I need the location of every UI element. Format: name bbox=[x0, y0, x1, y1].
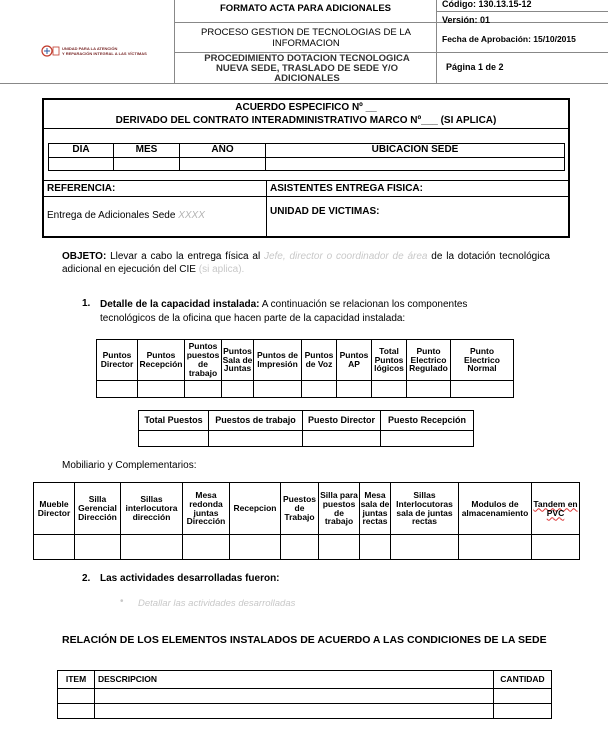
cell-input[interactable] bbox=[372, 381, 407, 398]
cell-input[interactable] bbox=[95, 689, 494, 704]
cell-input[interactable] bbox=[58, 689, 95, 704]
objective-placeholder-a[interactable]: Jefe, director o coordinador de área bbox=[263, 251, 428, 262]
header-mesa-redonda: Mesa redonda juntas Dirección bbox=[183, 483, 230, 535]
reference-top-line bbox=[44, 180, 568, 181]
cell-input[interactable] bbox=[97, 381, 138, 398]
furniture-label: Mobiliario y Complementarios: bbox=[62, 460, 197, 471]
header-modulos: Modulos de almacenamiento bbox=[459, 483, 532, 535]
header-row-line-1 bbox=[174, 22, 608, 23]
date-location-table bbox=[48, 143, 565, 171]
process-name: PROCESO GESTION DE TECNOLOGIAS DE LA INFORMACION bbox=[201, 27, 411, 49]
header-puntos-voz: Puntos de Voz bbox=[302, 340, 337, 381]
col-month: MES bbox=[114, 144, 180, 158]
header-puestos-trabajo: Puestos de trabajo bbox=[209, 411, 303, 431]
logo-icon bbox=[40, 44, 60, 58]
procedure-name: PROCEDIMIENTO DOTACION TECNOLOGICA NUEVA SEDE, TRASLADO DE SEDE Y/O ADICIONALES bbox=[204, 53, 410, 84]
agreement-title: ACUERDO ESPECIFICO Nº __ bbox=[235, 102, 377, 113]
header-silla-gerencial: Silla Gerencial Dirección bbox=[75, 483, 121, 535]
cell-input[interactable] bbox=[459, 535, 532, 560]
doc-code: Código: 130.13.15-12 bbox=[442, 0, 532, 9]
header-sillas-interlocutora: Sillas interlocutora dirección bbox=[121, 483, 183, 535]
cell-input[interactable] bbox=[230, 535, 281, 560]
header-total-puestos: Total Puestos bbox=[139, 411, 209, 431]
attendees-label: ASISTENTES ENTREGA FISICA: bbox=[270, 183, 423, 194]
positions-table bbox=[138, 410, 474, 447]
logo-text: UNIDAD PARA LA ATENCIÓN Y REPARACIÓN INTEGRAL A LAS VÍCTIMAS bbox=[62, 46, 147, 56]
page-number: Página 1 de 2 bbox=[446, 62, 504, 72]
cell-input[interactable] bbox=[121, 535, 183, 560]
cell-input[interactable] bbox=[222, 381, 254, 398]
header-puntos-director: Puntos Director bbox=[97, 340, 138, 381]
cell-input[interactable] bbox=[381, 431, 474, 447]
col-day: DIA bbox=[49, 144, 114, 158]
header-divider-right bbox=[436, 0, 437, 84]
col-location: UBICACION SEDE bbox=[266, 144, 565, 158]
header-punto-regulado: Punto Electrico Regulado bbox=[407, 340, 451, 381]
cell-input[interactable] bbox=[319, 535, 360, 560]
header-mesa-sala: Mesa sala de juntas rectas bbox=[360, 483, 391, 535]
col-description: DESCRIPCION bbox=[95, 671, 494, 689]
bullet-icon: • bbox=[120, 596, 124, 607]
header-silla-puestos: Silla para puestos de trabajo bbox=[319, 483, 360, 535]
objective-text-b: de la dotación tecnológica adicional en ejecución del CIE bbox=[62, 251, 550, 275]
header-puesto-recepcion: Puesto Recepción bbox=[381, 411, 474, 431]
header-recepcion: Recepcion bbox=[230, 483, 281, 535]
cell-input[interactable] bbox=[254, 381, 302, 398]
header-punto-normal: Punto Electrico Normal bbox=[451, 340, 514, 381]
reference-label: REFERENCIA: bbox=[47, 183, 116, 194]
furniture-table bbox=[33, 482, 580, 560]
cell-input[interactable] bbox=[451, 381, 514, 398]
month-field[interactable] bbox=[114, 158, 180, 171]
unit-label: UNIDAD DE VICTIMAS: bbox=[270, 206, 380, 217]
section1-number: 1. bbox=[82, 298, 91, 309]
day-field[interactable] bbox=[49, 158, 114, 171]
location-field[interactable] bbox=[266, 158, 565, 171]
header-total-puntos: Total Puntos lógicos bbox=[372, 340, 407, 381]
reference-mid-line bbox=[44, 196, 568, 197]
cell-input[interactable] bbox=[407, 381, 451, 398]
cell-input[interactable] bbox=[302, 381, 337, 398]
objective-text-a: Llevar a cabo la entrega física al bbox=[106, 251, 264, 262]
objective-label: OBJETO: bbox=[62, 251, 107, 262]
section2-label: Las actividades desarrolladas fueron: bbox=[100, 573, 280, 584]
agreement-divider bbox=[44, 128, 568, 129]
col-year: AÑO bbox=[180, 144, 266, 158]
cell-input[interactable] bbox=[34, 535, 75, 560]
cell-input[interactable] bbox=[303, 431, 381, 447]
year-field[interactable] bbox=[180, 158, 266, 171]
agreement-subtitle: DERIVADO DEL CONTRATO INTERADMINISTRATIVO MARCO Nº___ (SI APLICA) bbox=[115, 115, 497, 126]
cell-input[interactable] bbox=[58, 704, 95, 719]
header-puntos-recepcion: Puntos Recepción bbox=[138, 340, 185, 381]
cell-input[interactable] bbox=[185, 381, 222, 398]
approval-date: Fecha de Aprobación: 15/10/2015 bbox=[442, 34, 576, 44]
cell-input[interactable] bbox=[183, 535, 230, 560]
cell-input[interactable] bbox=[138, 381, 185, 398]
header-puntos-impresion: Puntos de Impresión bbox=[254, 340, 302, 381]
objective-placeholder-b[interactable]: (si aplica). bbox=[198, 264, 245, 275]
cell-input[interactable] bbox=[281, 535, 319, 560]
header-puntos-sala: Puntos Sala de Juntas bbox=[222, 340, 254, 381]
cell-input[interactable] bbox=[360, 535, 391, 560]
reference-value: Entrega de Adicionales Sede bbox=[47, 210, 176, 221]
header-puestos-trabajo: Puestos de Trabajo bbox=[281, 483, 319, 535]
reference-text bbox=[47, 210, 205, 221]
header-row-line-3 bbox=[436, 11, 608, 12]
relation-title: RELACIÓN DE LOS ELEMENTOS INSTALADOS DE ACUERDO A LAS CONDICIONES DE LA SEDE bbox=[62, 634, 547, 646]
reference-col-line bbox=[266, 180, 267, 236]
cell-input[interactable] bbox=[337, 381, 372, 398]
section2-number: 2. bbox=[82, 573, 91, 584]
cell-input[interactable] bbox=[532, 535, 580, 560]
cell-input[interactable] bbox=[139, 431, 209, 447]
col-item: ITEM bbox=[58, 671, 95, 689]
cell-input[interactable] bbox=[75, 535, 121, 560]
header-puesto-director: Puesto Director bbox=[303, 411, 381, 431]
cell-input[interactable] bbox=[209, 431, 303, 447]
cell-input[interactable] bbox=[494, 689, 552, 704]
reference-placeholder[interactable]: XXXX bbox=[178, 210, 205, 221]
header-puntos-puestos: Puntos puestos de trabajo bbox=[185, 340, 222, 381]
cell-input[interactable] bbox=[391, 535, 459, 560]
elements-table bbox=[57, 670, 552, 719]
cell-input[interactable] bbox=[95, 704, 494, 719]
header-mueble-director: Mueble Director bbox=[34, 483, 75, 535]
section1-text: A continuación se relacionan los componentes tecnológicos de la oficina que hacen parte de la capacidad instalada: bbox=[100, 299, 468, 324]
header-tandem: Tandem en PVC bbox=[532, 483, 580, 535]
cell-input[interactable] bbox=[494, 704, 552, 719]
doc-version: Versión: 01 bbox=[442, 15, 491, 25]
activities-placeholder[interactable]: Detallar las actividades desarrolladas bbox=[138, 598, 296, 609]
objective-paragraph bbox=[62, 250, 550, 276]
installed-points-table bbox=[96, 339, 514, 398]
section1-paragraph bbox=[100, 298, 500, 326]
col-quantity: CANTIDAD bbox=[494, 671, 552, 689]
doc-title: FORMATO ACTA PARA ADICIONALES bbox=[220, 3, 391, 14]
section1-label: Detalle de la capacidad instalada: bbox=[100, 299, 260, 310]
header-puntos-ap: Puntos AP bbox=[337, 340, 372, 381]
header-sillas-sala: Sillas Interlocutoras sala de juntas rectas bbox=[391, 483, 459, 535]
